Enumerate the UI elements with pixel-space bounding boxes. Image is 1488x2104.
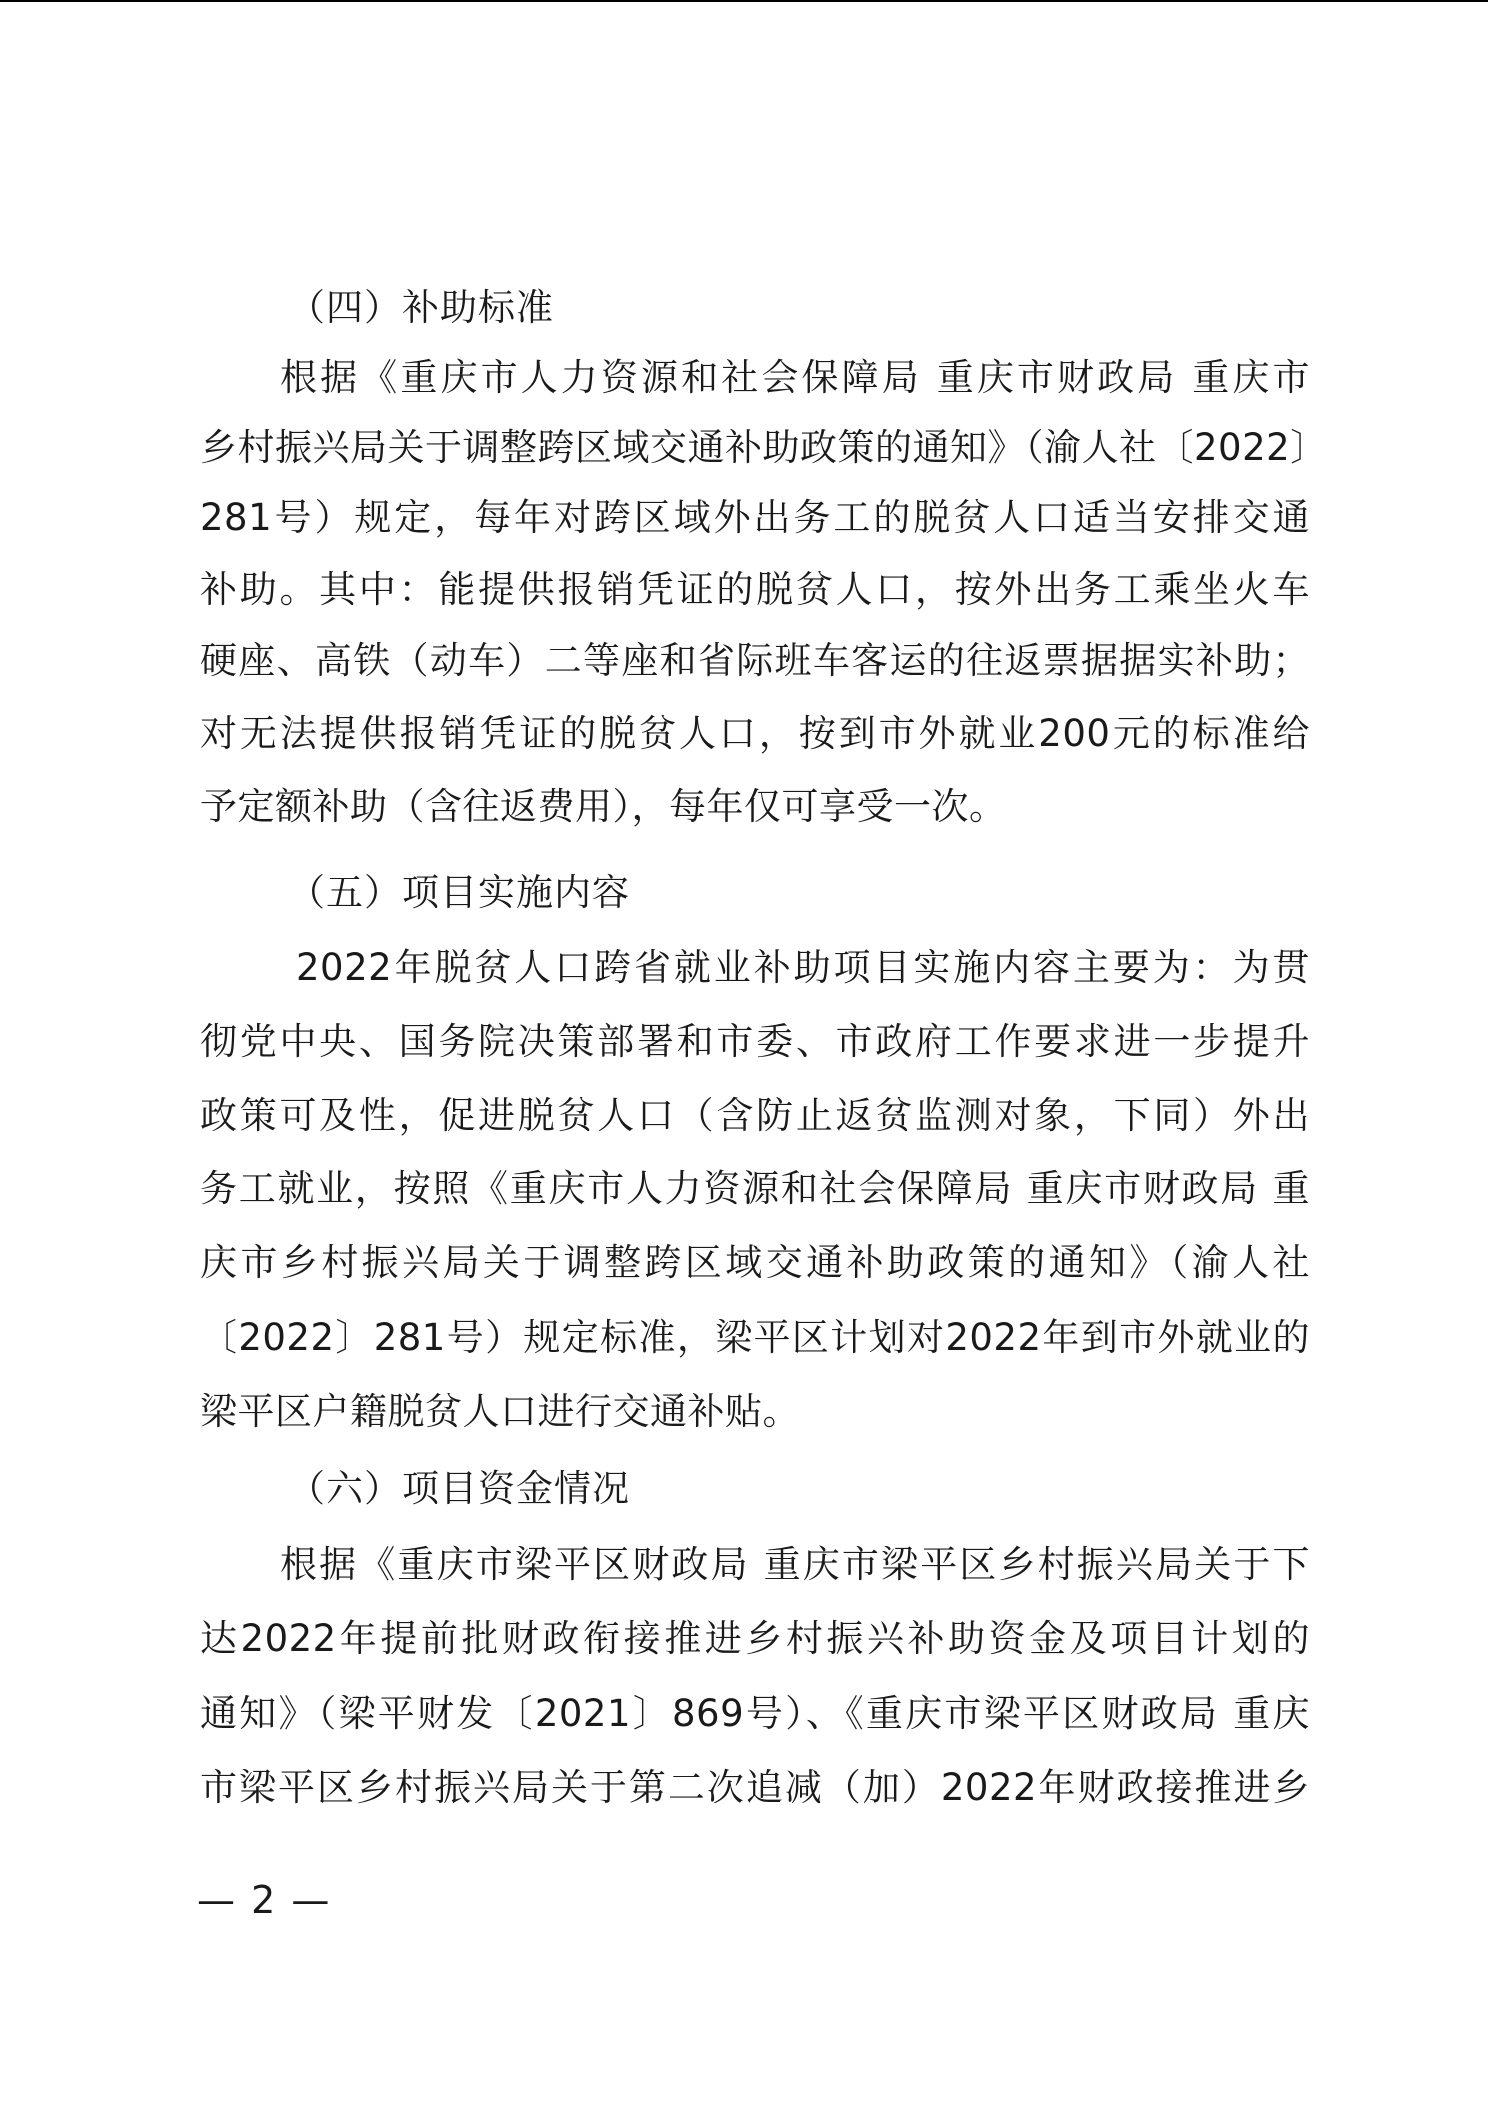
paragraph-line: 281号）规定，每年对跨区域外出务工的脱贫人口适当安排交通 [200,496,1310,539]
page-top-border [0,0,1488,2]
paragraph-line: 乡村振兴局关于调整跨区域交通补助政策的通知》（渝人社〔2022〕 [200,426,1328,469]
paragraph-line: 补助。其中：能提供报销凭证的脱贫人口，按外出务工乘坐火车 [200,568,1310,611]
paragraph-line: 对无法提供报销凭证的脱贫人口，按到市外就业200元的标准给 [200,712,1310,755]
paragraph-line: 2022年脱贫人口跨省就业补助项目实施内容主要为：为贯 [296,946,1310,989]
paragraph-line: 根据《重庆市人力资源和社会保障局 重庆市财政局 重庆市 [280,356,1310,399]
paragraph-line: 梁平区户籍脱贫人口进行交通补贴。 [200,1390,800,1433]
section-heading-5: （五）项目实施内容 [288,871,630,914]
paragraph-line: 政策可及性，促进脱贫人口（含防止返贫监测对象，下同）外出 [200,1094,1310,1137]
paragraph-line: 予定额补助（含往返费用），每年仅可享受一次。 [200,785,1007,828]
section-heading-4: （四）补助标准 [288,286,554,329]
paragraph-line: 通知》（梁平财发〔2021〕869号）、《重庆市梁平区财政局 重庆 [200,1692,1310,1735]
paragraph-line: 达2022年提前批财政衔接推进乡村振兴补助资金及项目计划的 [200,1617,1310,1660]
section-heading-6: （六）项目资金情况 [288,1467,630,1510]
paragraph-line: 硬座、高铁（动车）二等座和省际班车客运的往返票据据实补助； [200,639,1310,682]
paragraph-line: 彻党中央、国务院决策部署和市委、市政府工作要求进一步提升 [200,1020,1310,1063]
paragraph-line: 庆市乡村振兴局关于调整跨区域交通补助政策的通知》（渝人社 [200,1241,1310,1284]
paragraph-line: 市梁平区乡村振兴局关于第二次追减（加）2022年财政接推进乡 [200,1766,1310,1809]
paragraph-line: 根据《重庆市梁平区财政局 重庆市梁平区乡村振兴局关于下 [280,1543,1310,1586]
paragraph-line: 务工就业，按照《重庆市人力资源和社会保障局 重庆市财政局 重 [200,1167,1310,1210]
page-number: — 2 — [197,1878,332,1922]
paragraph-line: 〔2022〕281号）规定标准，梁平区计划对2022年到市外就业的 [200,1316,1310,1359]
